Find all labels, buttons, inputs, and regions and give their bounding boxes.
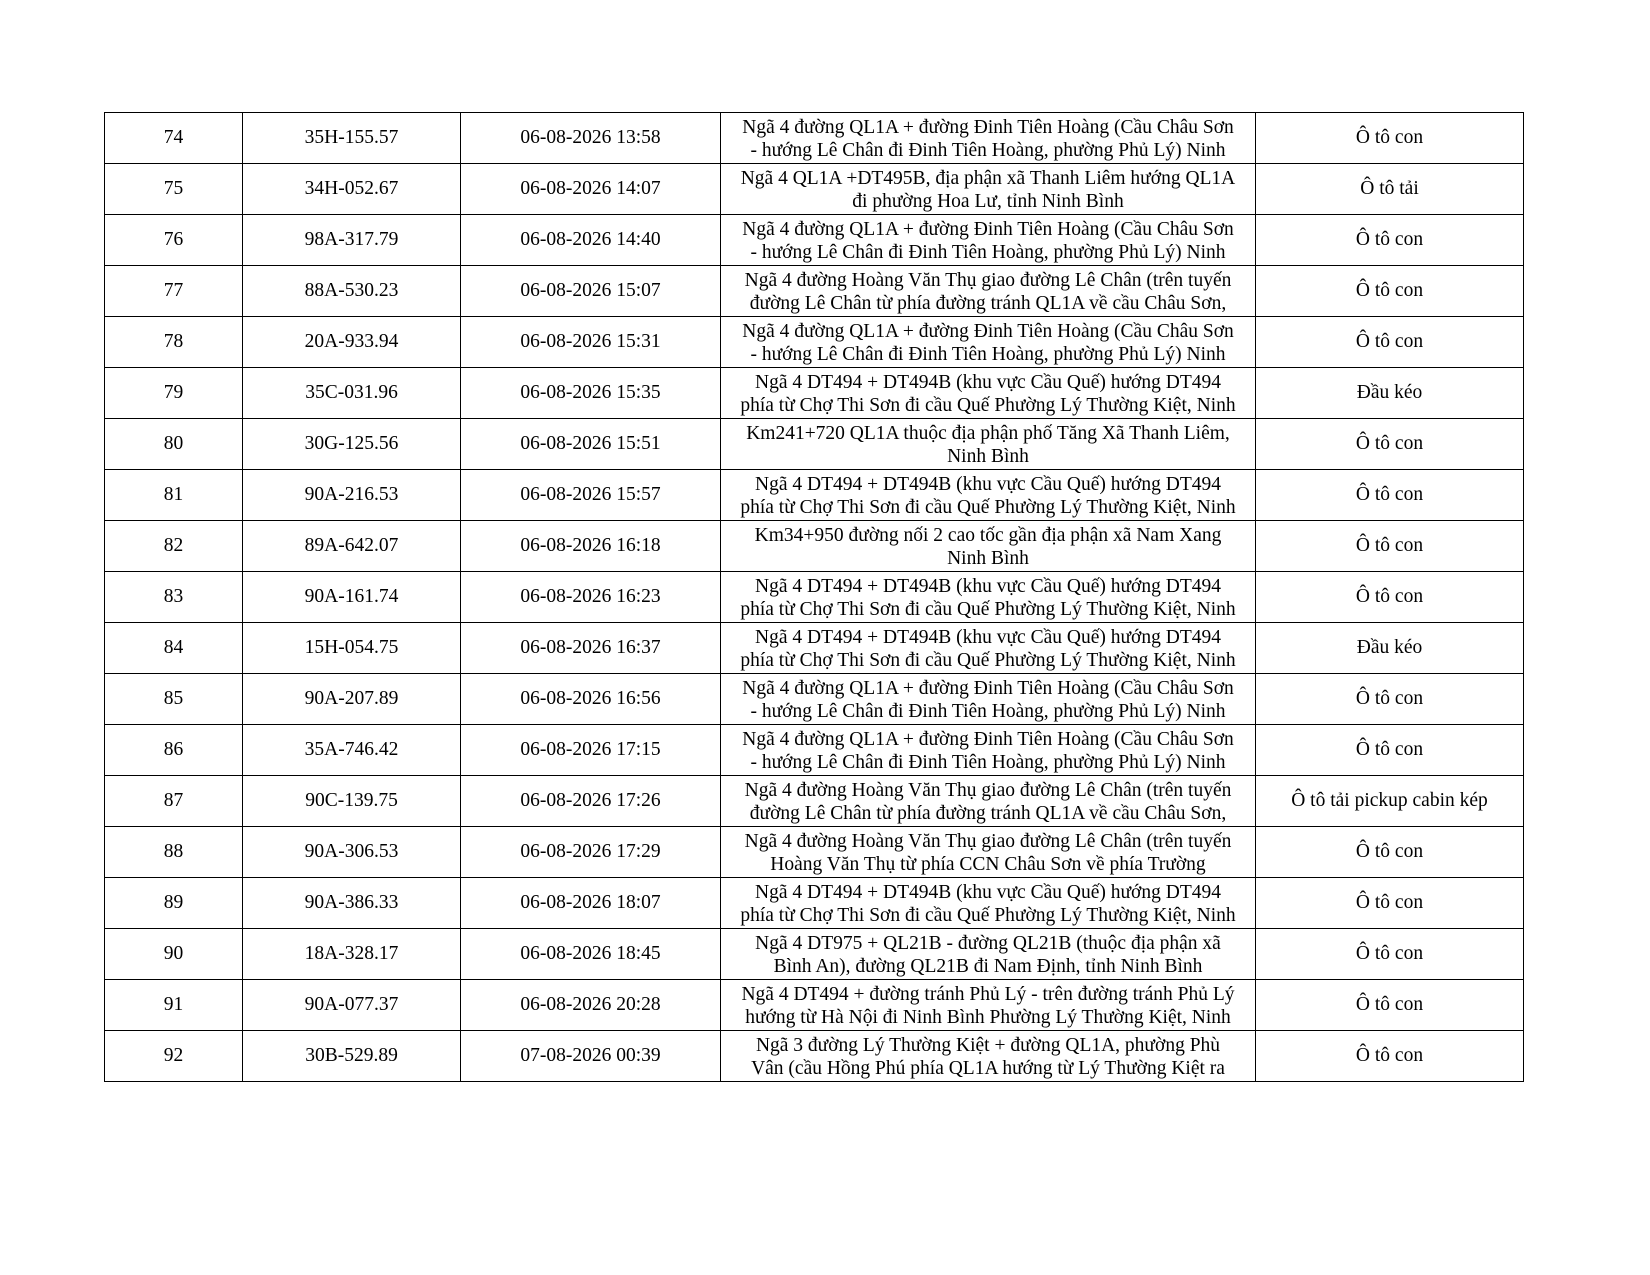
location-cell — [721, 980, 1256, 1031]
table-row — [105, 572, 1524, 623]
violation-time-cell: 06-08-2026 16:18 — [461, 521, 721, 572]
violation-time-cell: 06-08-2026 15:57 — [461, 470, 721, 521]
location-line: đường Lê Chân từ phía đường tránh QL1A về cầu Châu Sơn, — [749, 293, 1227, 314]
violation-time-cell: 06-08-2026 17:26 — [461, 776, 721, 827]
location-line: Ngã 4 đường Hoàng Văn Thụ giao đường Lê Chân (trên tuyến — [744, 831, 1232, 852]
location-cell — [721, 470, 1256, 521]
row-number-cell: 92 — [105, 1031, 243, 1082]
license-plate-cell: 15H-054.75 — [243, 623, 461, 674]
license-plate-cell: 98A-317.79 — [243, 215, 461, 266]
violations-table-body — [105, 113, 1524, 1082]
location-text — [721, 422, 1255, 468]
license-plate-cell: 18A-328.17 — [243, 929, 461, 980]
vehicle-type-cell: Ô tô tải pickup cabin kép — [1256, 776, 1524, 827]
vehicle-type-cell: Ô tô con — [1256, 725, 1524, 776]
location-line: Ngã 4 đường Hoàng Văn Thụ giao đường Lê Chân (trên tuyến — [744, 270, 1232, 291]
license-plate-cell: 90C-139.75 — [243, 776, 461, 827]
vehicle-type-cell: Ô tô con — [1256, 419, 1524, 470]
table-row — [105, 980, 1524, 1031]
violation-time-cell: 06-08-2026 18:07 — [461, 878, 721, 929]
location-line: - hướng Lê Chân đi Đinh Tiên Hoàng, phường Phủ Lý) Ninh — [750, 752, 1226, 773]
vehicle-type-cell: Đầu kéo — [1256, 623, 1524, 674]
row-number-cell: 81 — [105, 470, 243, 521]
location-line: Ngã 4 DT494 + DT494B (khu vực Cầu Quế) hướng DT494 — [755, 576, 1221, 597]
vehicle-type-cell: Ô tô con — [1256, 572, 1524, 623]
vehicle-type-cell: Ô tô con — [1256, 827, 1524, 878]
location-line: phía từ Chợ Thi Sơn đi cầu Quế Phường Lý Thường Kiệt, Ninh — [740, 497, 1236, 518]
location-line: Bình An), đường QL21B đi Nam Định, tỉnh Ninh Bình — [773, 956, 1203, 977]
table-row — [105, 878, 1524, 929]
table-row — [105, 266, 1524, 317]
vehicle-type-cell: Ô tô tải — [1256, 164, 1524, 215]
violation-time-cell: 06-08-2026 16:37 — [461, 623, 721, 674]
location-text — [721, 881, 1255, 927]
location-line: hướng từ Hà Nội đi Ninh Bình Phường Lý Thường Kiệt, Ninh — [745, 1007, 1231, 1028]
location-cell — [721, 266, 1256, 317]
location-text — [721, 779, 1255, 825]
location-text — [721, 167, 1255, 213]
location-line: phía từ Chợ Thi Sơn đi cầu Quế Phường Lý Thường Kiệt, Ninh — [740, 395, 1236, 416]
violation-time-cell: 06-08-2026 15:31 — [461, 317, 721, 368]
table-row — [105, 521, 1524, 572]
vehicle-type-cell: Ô tô con — [1256, 317, 1524, 368]
location-line: Km34+950 đường nối 2 cao tốc gần địa phận xã Nam Xang — [754, 525, 1222, 546]
table-row — [105, 368, 1524, 419]
license-plate-cell: 88A-530.23 — [243, 266, 461, 317]
location-text — [721, 269, 1255, 315]
vehicle-type-cell: Ô tô con — [1256, 980, 1524, 1031]
license-plate-cell: 89A-642.07 — [243, 521, 461, 572]
location-text — [721, 575, 1255, 621]
table-row — [105, 827, 1524, 878]
violation-time-cell: 06-08-2026 17:29 — [461, 827, 721, 878]
row-number-cell: 80 — [105, 419, 243, 470]
row-number-cell: 82 — [105, 521, 243, 572]
table-row — [105, 164, 1524, 215]
violation-time-cell: 06-08-2026 20:28 — [461, 980, 721, 1031]
vehicle-type-cell: Ô tô con — [1256, 878, 1524, 929]
row-number-cell: 77 — [105, 266, 243, 317]
vehicle-type-cell: Ô tô con — [1256, 521, 1524, 572]
location-cell — [721, 827, 1256, 878]
vehicle-type-cell: Ô tô con — [1256, 1031, 1524, 1082]
row-number-cell: 74 — [105, 113, 243, 164]
location-text — [721, 371, 1255, 417]
row-number-cell: 85 — [105, 674, 243, 725]
table-row — [105, 317, 1524, 368]
location-cell — [721, 572, 1256, 623]
table-row — [105, 470, 1524, 521]
location-line: Ngã 4 DT494 + DT494B (khu vực Cầu Quế) hướng DT494 — [755, 627, 1221, 648]
violation-time-cell: 06-08-2026 18:45 — [461, 929, 721, 980]
license-plate-cell: 90A-216.53 — [243, 470, 461, 521]
license-plate-cell: 34H-052.67 — [243, 164, 461, 215]
location-text — [721, 218, 1255, 264]
location-cell — [721, 776, 1256, 827]
violation-time-cell: 06-08-2026 16:56 — [461, 674, 721, 725]
location-line: Km241+720 QL1A thuộc địa phận phố Tăng Xã Thanh Liêm, — [746, 423, 1230, 444]
location-cell — [721, 419, 1256, 470]
violation-time-cell: 06-08-2026 14:07 — [461, 164, 721, 215]
location-cell — [721, 368, 1256, 419]
location-line: Hoàng Văn Thụ từ phía CCN Châu Sơn về phía Trường — [770, 854, 1206, 875]
violation-time-cell: 06-08-2026 14:40 — [461, 215, 721, 266]
violation-time-cell: 06-08-2026 13:58 — [461, 113, 721, 164]
vehicle-type-cell: Ô tô con — [1256, 929, 1524, 980]
location-text — [721, 524, 1255, 570]
location-line: Ngã 4 đường QL1A + đường Đinh Tiên Hoàng (Cầu Châu Sơn — [742, 678, 1234, 699]
table-row — [105, 725, 1524, 776]
row-number-cell: 84 — [105, 623, 243, 674]
row-number-cell: 88 — [105, 827, 243, 878]
row-number-cell: 90 — [105, 929, 243, 980]
vehicle-type-cell: Ô tô con — [1256, 470, 1524, 521]
location-text — [721, 473, 1255, 519]
location-text — [721, 320, 1255, 366]
table-row — [105, 674, 1524, 725]
location-line: Ngã 3 đường Lý Thường Kiệt + đường QL1A, phường Phù — [755, 1035, 1221, 1056]
location-text — [721, 983, 1255, 1029]
location-cell — [721, 317, 1256, 368]
location-line: Ngã 4 DT494 + DT494B (khu vực Cầu Quế) hướng DT494 — [755, 882, 1221, 903]
location-text — [721, 932, 1255, 978]
location-line: - hướng Lê Chân đi Đinh Tiên Hoàng, phường Phủ Lý) Ninh — [750, 140, 1226, 161]
license-plate-cell: 30B-529.89 — [243, 1031, 461, 1082]
violation-time-cell: 06-08-2026 16:23 — [461, 572, 721, 623]
violation-time-cell: 06-08-2026 15:07 — [461, 266, 721, 317]
location-text — [721, 116, 1255, 162]
location-line: Ngã 4 DT494 + DT494B (khu vực Cầu Quế) hướng DT494 — [755, 474, 1221, 495]
location-line: - hướng Lê Chân đi Đinh Tiên Hoàng, phường Phủ Lý) Ninh — [750, 344, 1226, 365]
violations-table — [104, 112, 1524, 1082]
table-row — [105, 419, 1524, 470]
row-number-cell: 76 — [105, 215, 243, 266]
location-line: phía từ Chợ Thi Sơn đi cầu Quế Phường Lý Thường Kiệt, Ninh — [740, 905, 1236, 926]
license-plate-cell: 30G-125.56 — [243, 419, 461, 470]
location-cell — [721, 113, 1256, 164]
row-number-cell: 78 — [105, 317, 243, 368]
location-cell — [721, 623, 1256, 674]
violation-time-cell: 07-08-2026 00:39 — [461, 1031, 721, 1082]
location-line: Vân (cầu Hồng Phú phía QL1A hướng từ Lý Thường Kiệt ra — [751, 1058, 1225, 1079]
row-number-cell: 75 — [105, 164, 243, 215]
location-cell — [721, 725, 1256, 776]
row-number-cell: 91 — [105, 980, 243, 1031]
location-text — [721, 1034, 1255, 1080]
location-line: Ngã 4 đường QL1A + đường Đinh Tiên Hoàng (Cầu Châu Sơn — [742, 321, 1234, 342]
location-cell — [721, 1031, 1256, 1082]
location-line: - hướng Lê Chân đi Đinh Tiên Hoàng, phường Phủ Lý) Ninh — [750, 242, 1226, 263]
location-cell — [721, 215, 1256, 266]
violation-time-cell: 06-08-2026 15:35 — [461, 368, 721, 419]
location-cell — [721, 521, 1256, 572]
location-line: - hướng Lê Chân đi Đinh Tiên Hoàng, phường Phủ Lý) Ninh — [750, 701, 1226, 722]
vehicle-type-cell: Đầu kéo — [1256, 368, 1524, 419]
location-cell — [721, 164, 1256, 215]
table-row — [105, 113, 1524, 164]
table-row — [105, 1031, 1524, 1082]
vehicle-type-cell: Ô tô con — [1256, 215, 1524, 266]
location-line: phía từ Chợ Thi Sơn đi cầu Quế Phường Lý Thường Kiệt, Ninh — [740, 599, 1236, 620]
row-number-cell: 86 — [105, 725, 243, 776]
location-line: Ngã 4 DT494 + DT494B (khu vực Cầu Quế) hướng DT494 — [755, 372, 1221, 393]
vehicle-type-cell: Ô tô con — [1256, 266, 1524, 317]
row-number-cell: 89 — [105, 878, 243, 929]
license-plate-cell: 20A-933.94 — [243, 317, 461, 368]
table-row — [105, 776, 1524, 827]
license-plate-cell: 35A-746.42 — [243, 725, 461, 776]
table-row — [105, 623, 1524, 674]
license-plate-cell: 35C-031.96 — [243, 368, 461, 419]
location-line: Ngã 4 đường QL1A + đường Đinh Tiên Hoàng (Cầu Châu Sơn — [742, 729, 1234, 750]
location-line: Ngã 4 đường QL1A + đường Đinh Tiên Hoàng (Cầu Châu Sơn — [742, 117, 1234, 138]
license-plate-cell: 90A-306.53 — [243, 827, 461, 878]
row-number-cell: 83 — [105, 572, 243, 623]
violation-time-cell: 06-08-2026 17:15 — [461, 725, 721, 776]
location-text — [721, 677, 1255, 723]
location-cell — [721, 674, 1256, 725]
location-line: đi phường Hoa Lư, tỉnh Ninh Bình — [852, 191, 1124, 212]
location-text — [721, 728, 1255, 774]
location-line: Ngã 4 đường QL1A + đường Đinh Tiên Hoàng (Cầu Châu Sơn — [742, 219, 1234, 240]
license-plate-cell: 90A-207.89 — [243, 674, 461, 725]
license-plate-cell: 35H-155.57 — [243, 113, 461, 164]
license-plate-cell: 90A-161.74 — [243, 572, 461, 623]
license-plate-cell: 90A-386.33 — [243, 878, 461, 929]
location-line: Ngã 4 đường Hoàng Văn Thụ giao đường Lê Chân (trên tuyến — [744, 780, 1232, 801]
location-cell — [721, 929, 1256, 980]
vehicle-type-cell: Ô tô con — [1256, 113, 1524, 164]
row-number-cell: 87 — [105, 776, 243, 827]
location-line: Ngã 4 QL1A +DT495B, địa phận xã Thanh Liêm hướng QL1A — [740, 168, 1236, 189]
table-row — [105, 929, 1524, 980]
location-line: phía từ Chợ Thi Sơn đi cầu Quế Phường Lý Thường Kiệt, Ninh — [740, 650, 1236, 671]
location-line: đường Lê Chân từ phía đường tránh QL1A về cầu Châu Sơn, — [749, 803, 1227, 824]
location-text — [721, 626, 1255, 672]
location-text — [721, 830, 1255, 876]
location-line: Ngã 4 DT975 + QL21B - đường QL21B (thuộc địa phận xã — [755, 933, 1221, 954]
location-line: Ngã 4 DT494 + đường tránh Phủ Lý - trên đường tránh Phủ Lý — [741, 984, 1235, 1005]
location-line: Ninh Bình — [947, 446, 1029, 467]
row-number-cell: 79 — [105, 368, 243, 419]
location-line: Ninh Bình — [947, 548, 1029, 569]
vehicle-type-cell: Ô tô con — [1256, 674, 1524, 725]
location-cell — [721, 878, 1256, 929]
violation-time-cell: 06-08-2026 15:51 — [461, 419, 721, 470]
table-row — [105, 215, 1524, 266]
license-plate-cell: 90A-077.37 — [243, 980, 461, 1031]
